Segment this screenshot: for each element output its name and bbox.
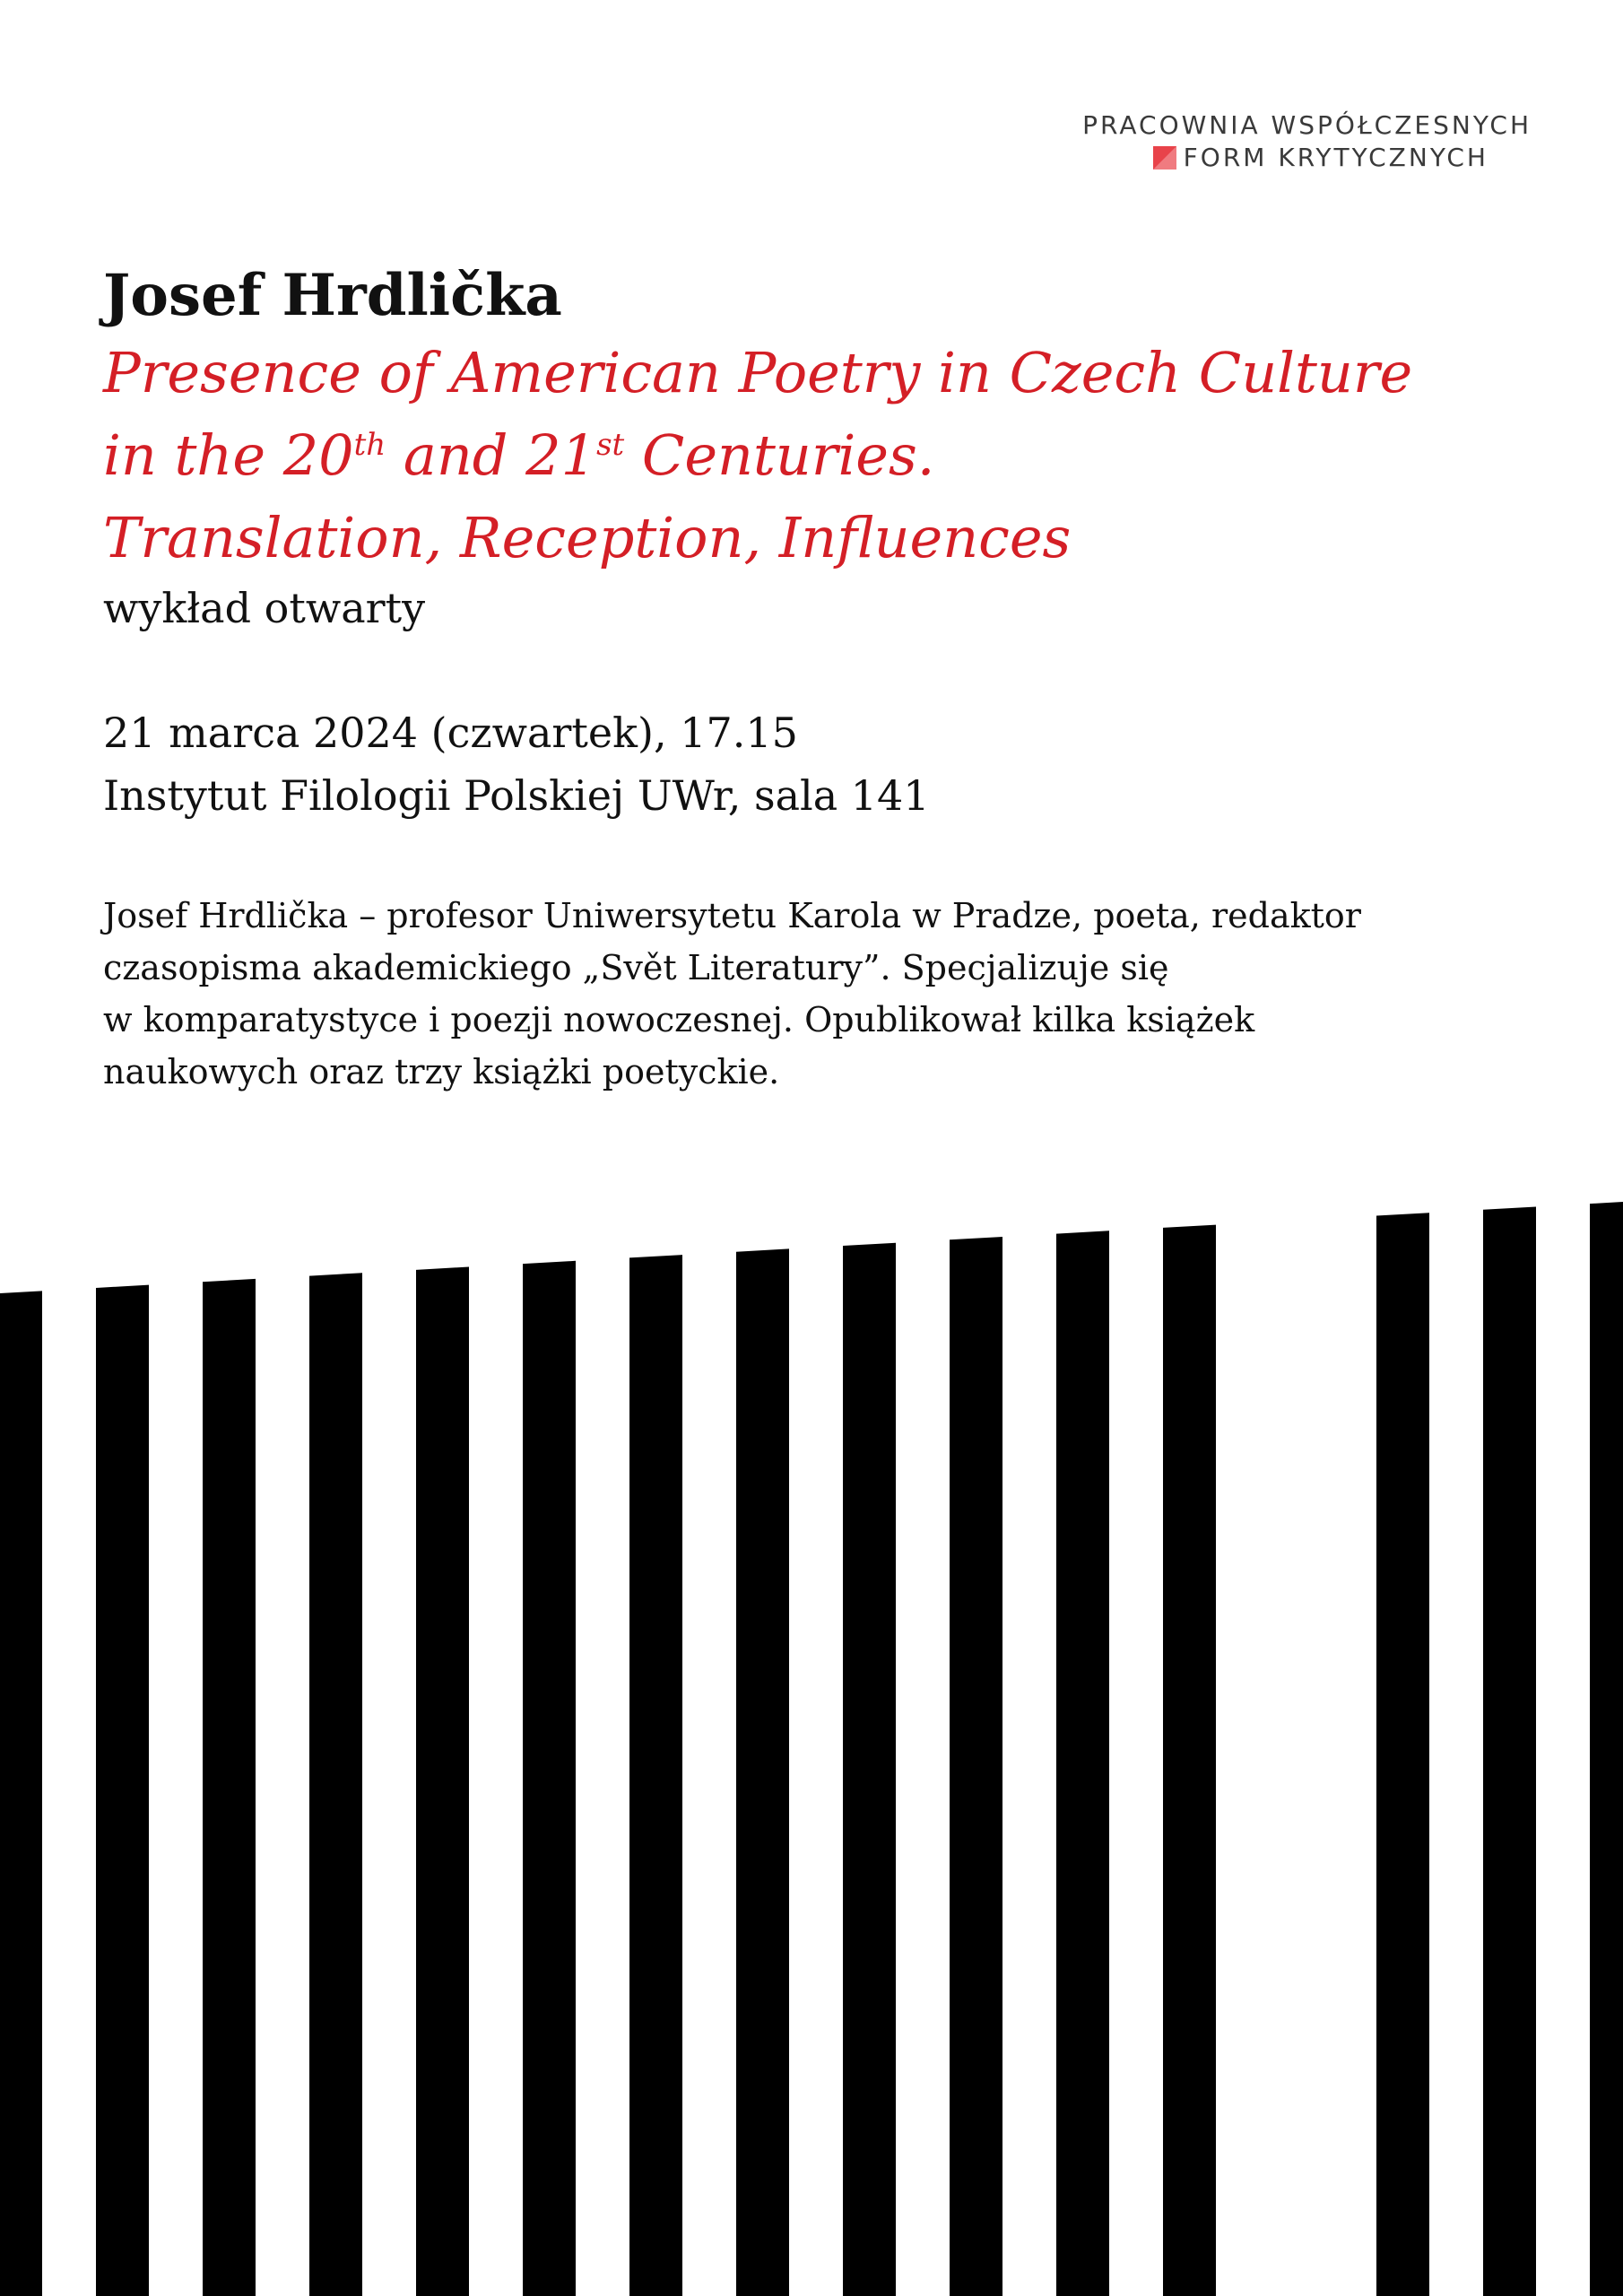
stripe bbox=[203, 1279, 256, 2296]
stripe bbox=[950, 1237, 1002, 2296]
bio-line-1: Josef Hrdlička – profesor Uniwersytetu Karola w Pradze, poeta, redaktor bbox=[103, 896, 1361, 935]
stripe bbox=[629, 1255, 682, 2296]
logo-line-2: FORM KRYTYCZNYCH bbox=[1183, 143, 1488, 172]
stripe bbox=[96, 1285, 149, 2296]
stripe bbox=[0, 1291, 42, 2296]
logo-line-1: PRACOWNIA WSPÓŁCZESNYCH bbox=[1082, 110, 1532, 140]
event-type: wykład otwarty bbox=[103, 584, 426, 632]
stripe bbox=[1163, 1225, 1216, 2296]
stripe bbox=[736, 1248, 789, 2296]
title-line-2-part-c: Centuries. bbox=[624, 422, 935, 488]
title-line-1: Presence of American Poetry in Czech Culture bbox=[103, 340, 1413, 405]
stripe bbox=[1376, 1213, 1429, 2296]
title-line-2-part-a: in the 20 bbox=[103, 422, 354, 488]
stripe bbox=[843, 1243, 896, 2296]
bio-line-4: naukowych oraz trzy książki poetyckie. bbox=[103, 1052, 780, 1091]
bio-line-2: czasopisma akademickiego „Svět Literatury”. Specjalizuje się bbox=[103, 948, 1169, 987]
title-superscript-th: th bbox=[353, 427, 386, 463]
stripe bbox=[309, 1273, 362, 2296]
event-date: 21 marca 2024 (czwartek), 17.15 bbox=[103, 709, 798, 757]
title-superscript-st: st bbox=[596, 427, 625, 463]
stripe bbox=[1483, 1207, 1536, 2296]
stripe bbox=[1590, 1201, 1623, 2296]
title-line-3: Translation, Reception, Influences bbox=[103, 505, 1072, 570]
stripe bbox=[523, 1261, 576, 2296]
title-line-2-part-b: and 21 bbox=[386, 422, 597, 488]
stripe bbox=[416, 1267, 469, 2296]
bio-line-3: w komparatystyce i poezji nowoczesnej. Opublikował kilka książek bbox=[103, 1000, 1255, 1039]
event-venue: Instytut Filologii Polskiej UWr, sala 141 bbox=[103, 771, 930, 820]
stripe bbox=[1056, 1231, 1109, 2296]
speaker-name: Josef Hrdlička bbox=[103, 262, 562, 329]
